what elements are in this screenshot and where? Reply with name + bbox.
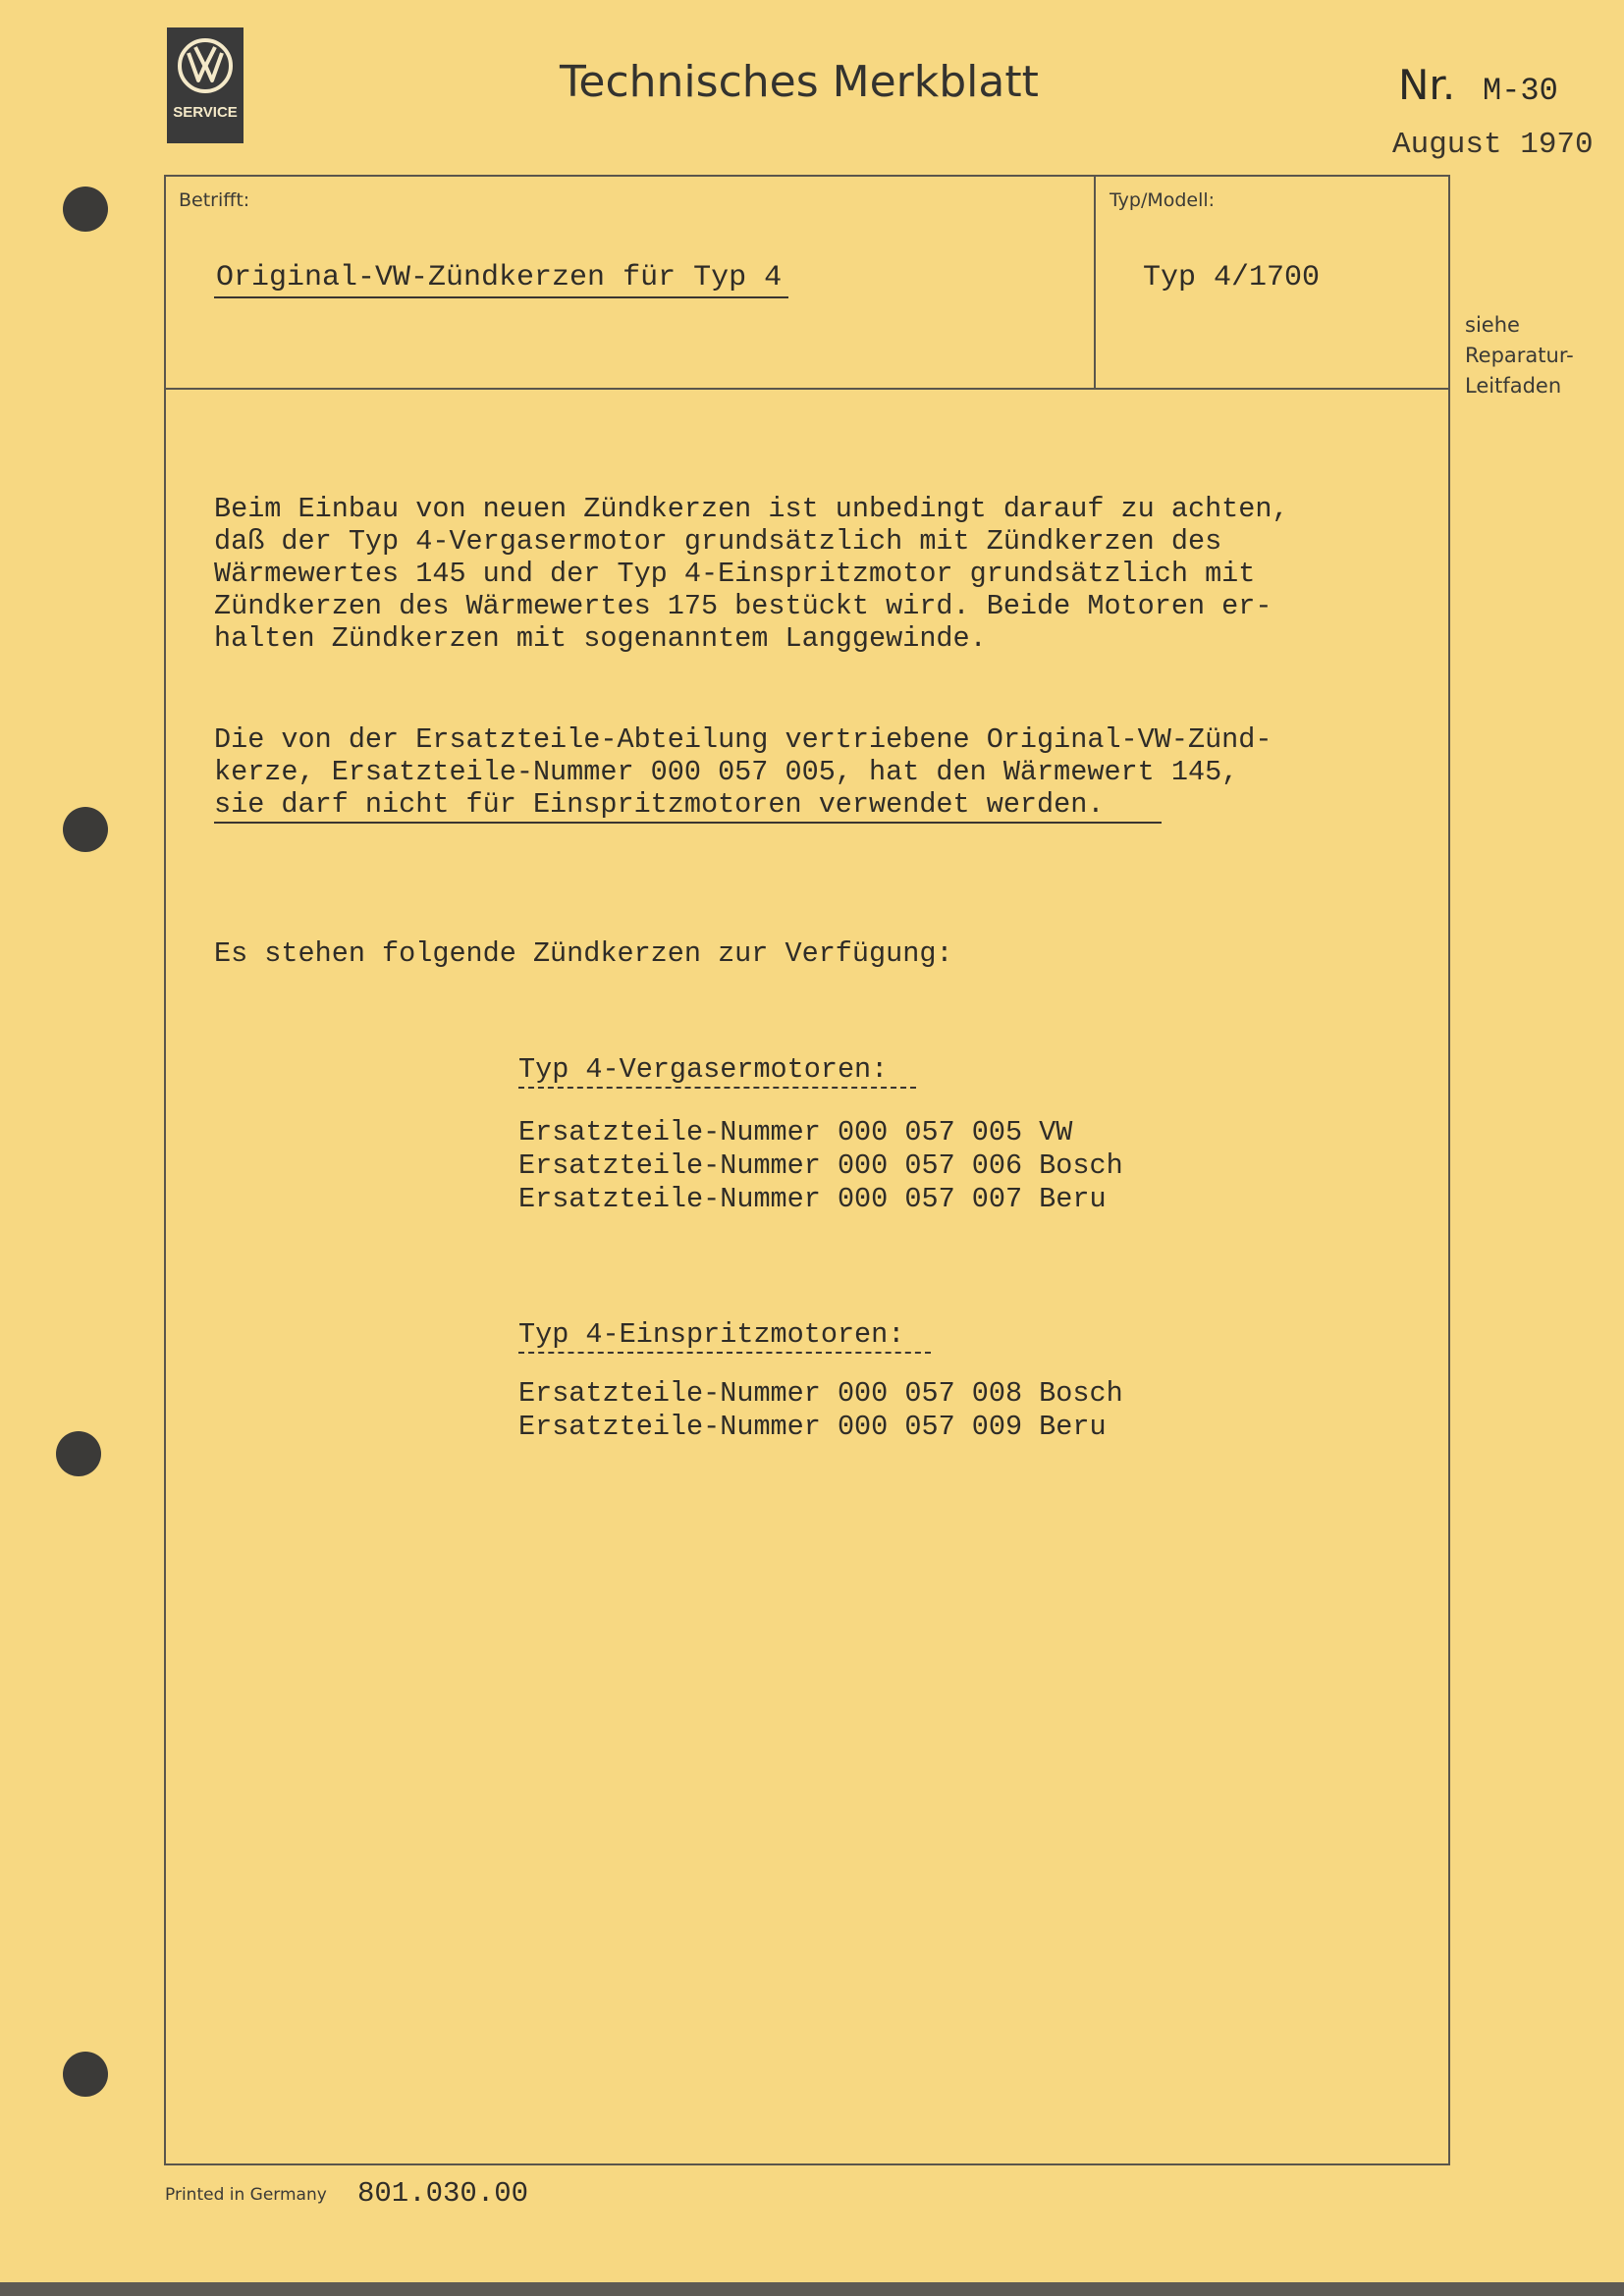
vw-service-logo xyxy=(167,27,244,143)
scan-edge xyxy=(0,2282,1624,2296)
punch-hole xyxy=(63,2052,108,2097)
part-list-injection: Ersatzteile-Nummer 000 057 008 Bosch Ersatzteile-Nummer 000 057 009 Beru xyxy=(518,1377,1123,1443)
paragraph-available-plugs: Es stehen folgende Zündkerzen zur Verfügung: xyxy=(214,937,953,970)
part-list-carburetor: Ersatzteile-Nummer 000 057 005 VW Ersatzteile-Nummer 000 057 006 Bosch Ersatzteile-Nummer 000 057 007 Beru xyxy=(518,1116,1123,1215)
form-code: 801.030.00 xyxy=(357,2177,529,2210)
header-divider xyxy=(164,388,1450,390)
warning-underline xyxy=(214,822,1162,824)
subject-label: Betrifft: xyxy=(179,189,250,211)
side-note-line: Leitfaden xyxy=(1465,374,1562,398)
punch-hole xyxy=(63,807,108,852)
section-heading-underline xyxy=(518,1352,931,1354)
side-note-line: siehe xyxy=(1465,313,1520,337)
document-date: August 1970 xyxy=(1392,128,1594,162)
number-value: M-30 xyxy=(1483,73,1558,109)
subject-value: Original-VW-Zündkerzen für Typ 4 xyxy=(216,261,783,294)
paragraph-parts-warning: Die von der Ersatzteile-Abteilung vertriebene Original-VW-Zünd- kerze, Ersatzteile-Nummer 000 057 005, hat den Wärmewert 145, sie darf nicht für Einspritzmotoren verwendet werden. xyxy=(214,723,1272,821)
side-note-line: Reparatur- xyxy=(1465,344,1574,367)
subject-underline xyxy=(214,296,788,298)
document-title: Technisches Merkblatt xyxy=(560,57,1039,107)
section-heading-injection: Typ 4-Einspritzmotoren: xyxy=(518,1318,905,1351)
punch-hole xyxy=(63,187,108,232)
number-label: Nr. xyxy=(1398,61,1456,109)
punch-hole xyxy=(56,1431,101,1476)
logo-text: SERVICE xyxy=(173,104,238,121)
vw-logo-icon xyxy=(177,37,234,94)
section-heading-carburetor: Typ 4-Vergasermotoren: xyxy=(518,1053,889,1086)
side-note xyxy=(1465,310,1574,401)
model-label: Typ/Modell: xyxy=(1110,189,1216,211)
printed-in-label: Printed in Germany xyxy=(165,2185,327,2205)
section-heading-underline xyxy=(518,1087,916,1089)
model-value: Typ 4/1700 xyxy=(1143,261,1321,294)
paragraph-installation-note: Beim Einbau von neuen Zündkerzen ist unbedingt darauf zu achten, daß der Typ 4-Vergasermotor grundsätzlich mit Zündkerzen des Wärmewertes 145 und der Typ 4-Einspritzmotor grundsätzlich mit Zündkerzen des Wärmewertes 175 bestückt wird. Beide Motoren er- halten Zündkerzen mit sogenanntem Langgewinde. xyxy=(214,493,1289,655)
column-divider xyxy=(1094,175,1096,388)
